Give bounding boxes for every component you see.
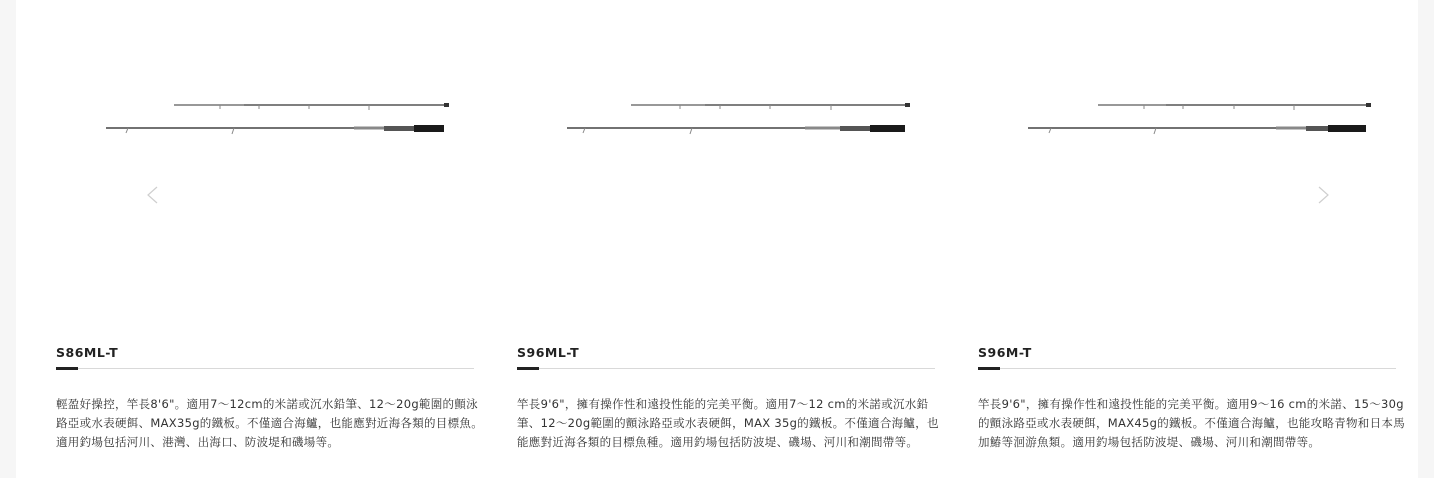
product-model: S96ML-T: [517, 345, 580, 360]
product-card[interactable]: [517, 0, 957, 478]
product-description: 輕盈好操控，竿長8'6"。適用7～12cm的米諾或沉水鉛筆、12～20g範圍的顫泳路亞或水表硬餌、MAX35g的鐵板。不僅適合海鱸，也能應對近海各類的目標魚。適用釣場包括河川、港灣、出海口、防波堤和磯場等。: [56, 397, 483, 449]
carousel-next-button[interactable]: [1314, 186, 1332, 204]
chevron-left-icon: [144, 186, 162, 204]
product-model: S96M-T: [978, 345, 1032, 360]
chevron-right-icon: [1314, 186, 1332, 204]
product-card[interactable]: [56, 0, 496, 478]
product-description: 竿長9'6"，擁有操作性和遠投性能的完美平衡。適用7～12 cm的米諾或沉水鉛筆、12～20g範圍的顫泳路亞或水表硬餌，MAX 35g的鐵板。不僅適合海鱸，也能應對近海各類的目標魚種。適用釣場包括防波堤、磯場、河川和潮間帶等。: [517, 397, 939, 449]
rod-image: [1026, 98, 1386, 138]
divider-accent: [978, 367, 1000, 370]
product-description: 竿長9'6"，擁有操作性和遠投性能的完美平衡。適用9～16 cm的米諾、15～30g的顫泳路亞或水表硬餌，MAX45g的鐵板。不僅適合海鱸，也能攻略青物和日本馬加鰆等洄游魚類。適用釣場包括防波堤、磯場、河川和潮間帶等。: [978, 397, 1405, 449]
carousel-prev-button[interactable]: [144, 186, 162, 204]
rod-image: [104, 98, 464, 138]
divider: [56, 368, 474, 369]
product-carousel: [16, 0, 1418, 478]
product-card[interactable]: [978, 0, 1418, 478]
divider: [517, 368, 935, 369]
divider-accent: [56, 367, 78, 370]
product-model: S86ML-T: [56, 345, 119, 360]
divider-accent: [517, 367, 539, 370]
rod-image: [565, 98, 925, 138]
divider: [978, 368, 1396, 369]
